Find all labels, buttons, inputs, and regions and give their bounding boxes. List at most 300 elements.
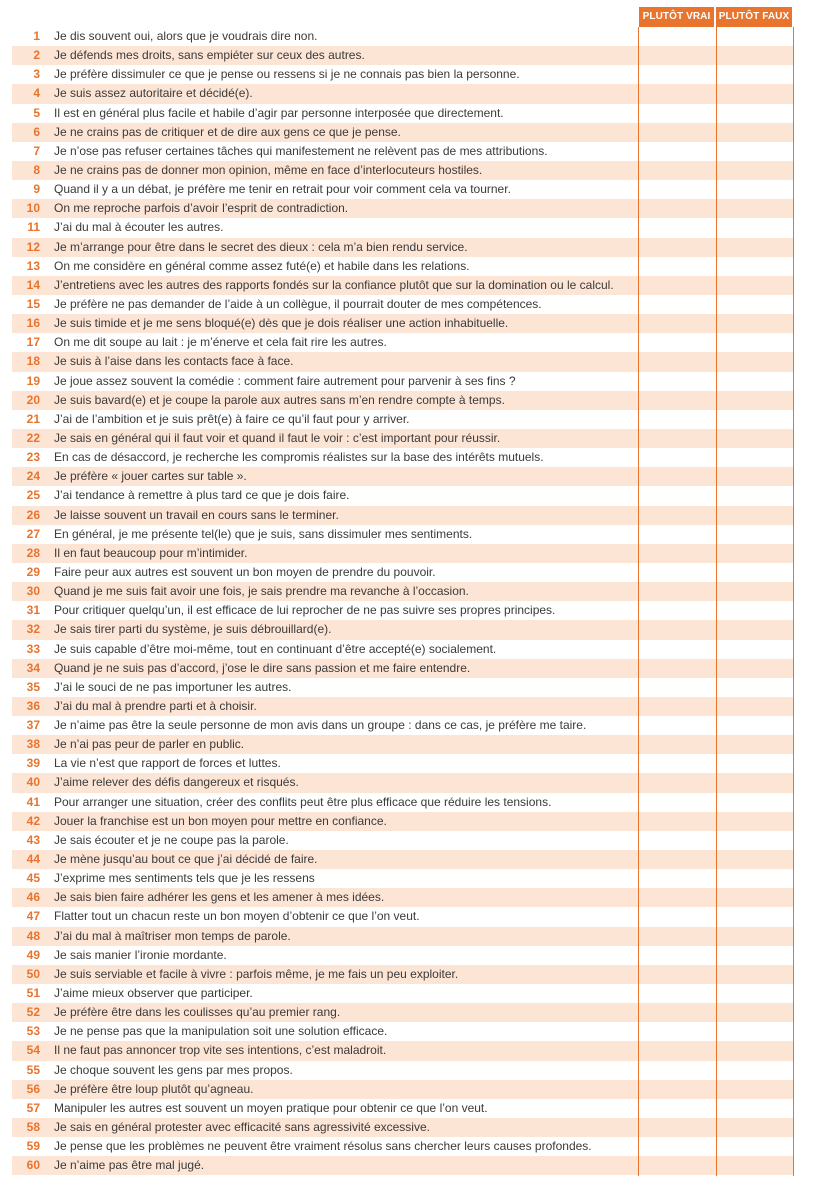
table-row: [12, 563, 794, 582]
table-row: [12, 410, 794, 429]
table-row: [12, 333, 794, 352]
item-number: 56: [26, 1081, 40, 1096]
answer-cell-plutot-vrai[interactable]: [639, 659, 715, 678]
item-number: 42: [26, 813, 40, 828]
item-number: 53: [26, 1024, 40, 1039]
answer-cell-plutot-faux[interactable]: [717, 869, 793, 888]
statement-text: Manipuler les autres est souvent un moyen pratique pour obtenir ce que l’on veut.: [54, 1100, 488, 1115]
answer-cell-plutot-faux[interactable]: [717, 793, 793, 812]
answer-cell-plutot-vrai[interactable]: [639, 601, 715, 620]
item-number: 48: [26, 928, 40, 943]
table-row: [12, 1003, 794, 1022]
column-divider-right: [793, 27, 794, 1176]
answer-cell-plutot-faux[interactable]: [717, 429, 793, 448]
answer-cell-plutot-faux[interactable]: [717, 563, 793, 582]
item-number: 16: [26, 316, 40, 331]
table-row: [12, 946, 794, 965]
item-number: 19: [26, 373, 40, 388]
statement-text: J’entretiens avec les autres des rapports fondés sur la confiance plutôt que sur la domination ou le calcul.: [54, 277, 614, 292]
statement-text: Je préfère être dans les coulisses qu’au premier rang.: [54, 1005, 341, 1020]
statement-text: J’ai du mal à prendre parti et à choisir.: [54, 698, 257, 713]
answer-cell-plutot-faux[interactable]: [717, 199, 793, 218]
answer-cell-plutot-faux[interactable]: [717, 754, 793, 773]
item-number: 49: [26, 947, 40, 962]
item-number: 26: [26, 507, 40, 522]
answer-cell-plutot-vrai[interactable]: [639, 927, 715, 946]
item-number: 23: [26, 450, 40, 465]
answer-cell-plutot-vrai[interactable]: [639, 793, 715, 812]
table-row: [12, 620, 794, 639]
answer-cell-plutot-vrai[interactable]: [639, 888, 715, 907]
answer-cell-plutot-faux[interactable]: [717, 620, 793, 639]
table-row: [12, 869, 794, 888]
answer-cell-plutot-faux[interactable]: [717, 46, 793, 65]
statement-text: Il est en général plus facile et habile d’agir par personne interposée que directement.: [54, 105, 504, 120]
table-row: [12, 448, 794, 467]
item-number: 17: [26, 335, 40, 350]
statement-text: Je n’ai pas peur de parler en public.: [54, 737, 245, 752]
statement-text: Je suis timide et je me sens bloqué(e) dès que je dois réaliser une action inhabituelle.: [54, 316, 509, 331]
answer-cell-plutot-faux[interactable]: [717, 1041, 793, 1060]
table-header: [12, 7, 794, 27]
table-row: [12, 678, 794, 697]
answer-cell-plutot-vrai[interactable]: [639, 563, 715, 582]
item-number: 47: [26, 909, 40, 924]
answer-cell-plutot-vrai[interactable]: [639, 716, 715, 735]
table-row: [12, 391, 794, 410]
table-row: [12, 65, 794, 84]
answer-cell-plutot-faux[interactable]: [717, 486, 793, 505]
statement-text: Je n’ose pas refuser certaines tâches qui manifestement ne relèvent pas de mes attributions.: [54, 143, 548, 158]
statement-text: Je sais bien faire adhérer les gens et les amener à mes idées.: [54, 890, 385, 905]
answer-cell-plutot-faux[interactable]: [717, 1099, 793, 1118]
item-number: 20: [26, 392, 40, 407]
answer-cell-plutot-vrai[interactable]: [639, 1061, 715, 1080]
answer-cell-plutot-vrai[interactable]: [639, 582, 715, 601]
statement-text: Je suis serviable et facile à vivre : parfois même, je me fais un peu exploiter.: [54, 966, 459, 981]
answer-cell-plutot-vrai[interactable]: [639, 429, 715, 448]
statement-text: Je suis à l’aise dans les contacts face à face.: [54, 354, 294, 369]
statement-text: Je sais en général protester avec efficacité sans agressivité excessive.: [54, 1120, 430, 1135]
item-number: 37: [26, 718, 40, 733]
answer-cell-plutot-faux[interactable]: [717, 123, 793, 142]
answer-cell-plutot-vrai[interactable]: [639, 218, 715, 237]
statement-text: On me dit soupe au lait : je m’énerve et cela fait rire les autres.: [54, 335, 387, 350]
answer-cell-plutot-vrai[interactable]: [639, 391, 715, 410]
item-number: 55: [26, 1062, 40, 1077]
answer-cell-plutot-vrai[interactable]: [639, 486, 715, 505]
statement-text: J’ai le souci de ne pas importuner les autres.: [54, 679, 292, 694]
answer-cell-plutot-faux[interactable]: [717, 678, 793, 697]
table-row: [12, 1061, 794, 1080]
answer-cell-plutot-vrai[interactable]: [639, 678, 715, 697]
answer-cell-plutot-vrai[interactable]: [639, 448, 715, 467]
item-number: 29: [26, 564, 40, 579]
statement-text: En cas de désaccord, je recherche les compromis réalistes sur la base des intérêts mutuels.: [54, 450, 544, 465]
answer-cell-plutot-faux[interactable]: [717, 352, 793, 371]
answer-cell-plutot-faux[interactable]: [717, 907, 793, 926]
item-number: 1: [33, 29, 40, 43]
answer-cell-plutot-vrai[interactable]: [639, 1118, 715, 1137]
answer-cell-plutot-vrai[interactable]: [639, 238, 715, 257]
table-row: [12, 907, 794, 926]
answer-cell-plutot-vrai[interactable]: [639, 1022, 715, 1041]
table-row: [12, 506, 794, 525]
answer-cell-plutot-faux[interactable]: [717, 525, 793, 544]
answer-cell-plutot-faux[interactable]: [717, 1118, 793, 1137]
answer-cell-plutot-vrai[interactable]: [639, 84, 715, 103]
answer-cell-plutot-faux[interactable]: [717, 1003, 793, 1022]
table-row: [12, 352, 794, 371]
item-number: 4: [33, 86, 40, 101]
answer-cell-plutot-vrai[interactable]: [639, 773, 715, 792]
answer-cell-plutot-vrai[interactable]: [639, 812, 715, 831]
table-row: [12, 276, 794, 295]
table-row: [12, 831, 794, 850]
statement-text: Je sais manier l’ironie mordante.: [54, 947, 227, 962]
answer-cell-plutot-faux[interactable]: [717, 333, 793, 352]
answer-cell-plutot-vrai[interactable]: [639, 946, 715, 965]
item-number: 3: [33, 67, 40, 82]
item-number: 38: [26, 737, 40, 752]
answer-cell-plutot-faux[interactable]: [717, 410, 793, 429]
answer-cell-plutot-vrai[interactable]: [639, 372, 715, 391]
answer-cell-plutot-faux[interactable]: [717, 27, 793, 46]
answer-cell-plutot-faux[interactable]: [717, 773, 793, 792]
answer-cell-plutot-vrai[interactable]: [639, 1080, 715, 1099]
answer-cell-plutot-vrai[interactable]: [639, 46, 715, 65]
statement-text: Il en faut beaucoup pour m’intimider.: [54, 545, 248, 560]
item-number: 43: [26, 832, 40, 847]
item-number: 11: [27, 220, 40, 235]
table-row: [12, 525, 794, 544]
table-row: [12, 984, 794, 1003]
answer-cell-plutot-faux[interactable]: [717, 372, 793, 391]
answer-cell-plutot-faux[interactable]: [717, 104, 793, 123]
statement-text: Je sais écouter et je ne coupe pas la parole.: [54, 832, 289, 847]
table-row: [12, 965, 794, 984]
answer-cell-plutot-vrai[interactable]: [639, 257, 715, 276]
table-row: [12, 927, 794, 946]
item-number: 18: [26, 354, 40, 369]
answer-cell-plutot-vrai[interactable]: [639, 314, 715, 333]
item-number: 45: [26, 871, 40, 886]
answer-cell-plutot-faux[interactable]: [717, 314, 793, 333]
answer-cell-plutot-faux[interactable]: [717, 1080, 793, 1099]
answer-cell-plutot-faux[interactable]: [717, 84, 793, 103]
answer-cell-plutot-faux[interactable]: [717, 582, 793, 601]
item-number: 21: [26, 411, 40, 426]
table-row: [12, 1137, 794, 1156]
answer-cell-plutot-faux[interactable]: [717, 506, 793, 525]
table-row: [12, 1080, 794, 1099]
answer-cell-plutot-vrai[interactable]: [639, 965, 715, 984]
answer-cell-plutot-vrai[interactable]: [639, 1099, 715, 1118]
answer-cell-plutot-vrai[interactable]: [639, 333, 715, 352]
table-row: [12, 314, 794, 333]
answer-cell-plutot-faux[interactable]: [717, 142, 793, 161]
answer-cell-plutot-faux[interactable]: [717, 735, 793, 754]
answer-cell-plutot-faux[interactable]: [717, 965, 793, 984]
answer-cell-plutot-faux[interactable]: [717, 946, 793, 965]
answer-cell-plutot-vrai[interactable]: [639, 65, 715, 84]
table-row: [12, 888, 794, 907]
answer-cell-plutot-vrai[interactable]: [639, 640, 715, 659]
answer-cell-plutot-faux[interactable]: [717, 467, 793, 486]
table-row: [12, 295, 794, 314]
item-number: 59: [26, 1139, 40, 1154]
item-number: 9: [33, 182, 40, 197]
table-row: [12, 1022, 794, 1041]
item-number: 40: [26, 775, 40, 790]
statement-text: Quand je ne suis pas d’accord, j’ose le dire sans passion et me faire entendre.: [54, 660, 471, 675]
item-number: 35: [26, 679, 40, 694]
item-number: 25: [26, 488, 40, 503]
table-row: [12, 582, 794, 601]
statement-text: Je ne pense pas que la manipulation soit une solution efficace.: [54, 1024, 388, 1039]
answer-cell-plutot-vrai[interactable]: [639, 27, 715, 46]
item-number: 57: [26, 1100, 40, 1115]
item-number: 15: [26, 296, 40, 311]
statement-text: Je sais en général qui il faut voir et quand il faut le voir : c’est important pour réussir.: [54, 430, 501, 445]
item-number: 27: [26, 526, 40, 541]
item-number: 12: [26, 239, 40, 254]
item-number: 14: [26, 277, 40, 292]
answer-cell-plutot-faux[interactable]: [717, 238, 793, 257]
table-row: [12, 640, 794, 659]
table-row: [12, 486, 794, 505]
table-row: [12, 1099, 794, 1118]
item-number: 5: [33, 105, 40, 120]
answer-cell-plutot-vrai[interactable]: [639, 142, 715, 161]
answer-cell-plutot-faux[interactable]: [717, 812, 793, 831]
statement-text: Je m’arrange pour être dans le secret des dieux : cela m’a bien rendu service.: [54, 239, 468, 254]
item-number: 2: [33, 48, 40, 63]
item-number: 7: [33, 143, 40, 158]
answer-cell-plutot-vrai[interactable]: [639, 352, 715, 371]
item-number: 8: [33, 162, 40, 177]
answer-cell-plutot-faux[interactable]: [717, 1156, 793, 1175]
answer-cell-plutot-vrai[interactable]: [639, 410, 715, 429]
statement-text: Je suis capable d’être moi-même, tout en continuant d’être accepté(e) socialement.: [54, 641, 497, 656]
item-number: 39: [26, 756, 40, 771]
answer-cell-plutot-vrai[interactable]: [639, 735, 715, 754]
answer-cell-plutot-faux[interactable]: [717, 295, 793, 314]
table-row: [12, 754, 794, 773]
answer-cell-plutot-vrai[interactable]: [639, 295, 715, 314]
item-number: 28: [26, 545, 40, 560]
item-number: 30: [26, 584, 40, 599]
answer-cell-plutot-vrai[interactable]: [639, 984, 715, 1003]
answer-cell-plutot-faux[interactable]: [717, 65, 793, 84]
answer-cell-plutot-faux[interactable]: [717, 276, 793, 295]
answer-cell-plutot-faux[interactable]: [717, 257, 793, 276]
answer-cell-plutot-faux[interactable]: [717, 716, 793, 735]
statement-text: Je pense que les problèmes ne peuvent être vraiment résolus sans chercher leurs causes profondes.: [54, 1139, 592, 1154]
statement-text: Jouer la franchise est un bon moyen pour mettre en confiance.: [54, 813, 387, 828]
statement-text: Je dis souvent oui, alors que je voudrais dire non.: [54, 29, 318, 43]
statement-text: Je préfère être loup plutôt qu’agneau.: [54, 1081, 254, 1096]
statement-text: Je suis assez autoritaire et décidé(e).: [54, 86, 253, 101]
answer-cell-plutot-vrai[interactable]: [639, 1156, 715, 1175]
answer-cell-plutot-vrai[interactable]: [639, 1137, 715, 1156]
answer-cell-plutot-vrai[interactable]: [639, 869, 715, 888]
answer-cell-plutot-vrai[interactable]: [639, 525, 715, 544]
statement-text: Je ne crains pas de donner mon opinion, même en face d’interlocuteurs hostiles.: [54, 162, 483, 177]
statement-text: La vie n’est que rapport de forces et luttes.: [54, 756, 281, 771]
answer-cell-plutot-vrai[interactable]: [639, 620, 715, 639]
table-row: [12, 180, 794, 199]
table-row: [12, 812, 794, 831]
statement-text: Je joue assez souvent la comédie : comment faire autrement pour parvenir à ses fins ?: [54, 373, 516, 388]
statement-text: Je préfère ne pas demander de l’aide à un collègue, il pourrait douter de mes compétences.: [54, 296, 542, 311]
answer-cell-plutot-vrai[interactable]: [639, 544, 715, 563]
table-row: [12, 238, 794, 257]
statement-text: Il ne faut pas annoncer trop vite ses intentions, c’est maladroit.: [54, 1043, 387, 1058]
answer-cell-plutot-vrai[interactable]: [639, 697, 715, 716]
item-number: 60: [26, 1158, 40, 1173]
questionnaire-table: [12, 7, 794, 1175]
table-row: [12, 199, 794, 218]
statement-text: Faire peur aux autres est souvent un bon moyen de prendre du pouvoir.: [54, 564, 436, 579]
table-row: [12, 544, 794, 563]
statement-text: Je sais tirer parti du système, je suis débrouillard(e).: [54, 622, 332, 637]
statement-text: J’aime mieux observer que participer.: [54, 986, 253, 1001]
table-row: [12, 104, 794, 123]
answer-cell-plutot-vrai[interactable]: [639, 276, 715, 295]
answer-cell-plutot-vrai[interactable]: [639, 907, 715, 926]
answer-cell-plutot-faux[interactable]: [717, 927, 793, 946]
column-header-plutot-faux: PLUTÔT FAUX: [716, 7, 792, 27]
answer-cell-plutot-faux[interactable]: [717, 984, 793, 1003]
statement-text: J’ai du mal à maîtriser mon temps de parole.: [54, 928, 291, 943]
answer-cell-plutot-vrai[interactable]: [639, 754, 715, 773]
answer-cell-plutot-faux[interactable]: [717, 659, 793, 678]
statement-text: Je préfère dissimuler ce que je pense ou ressens si je ne connais pas bien la personne.: [54, 67, 520, 82]
item-number: 54: [26, 1043, 40, 1058]
statement-text: Je choque souvent les gens par mes propos.: [54, 1062, 293, 1077]
answer-cell-plutot-faux[interactable]: [717, 218, 793, 237]
statement-text: Pour critiquer quelqu’un, il est efficace de lui reprocher de ne pas suivre ses propres principes.: [54, 603, 556, 618]
item-number: 31: [26, 603, 40, 618]
statement-text: J’aime relever des défis dangereux et risqués.: [54, 775, 299, 790]
table-row: [12, 46, 794, 65]
item-number: 34: [26, 660, 40, 675]
answer-cell-plutot-faux[interactable]: [717, 831, 793, 850]
answer-cell-plutot-vrai[interactable]: [639, 104, 715, 123]
item-number: 13: [26, 258, 40, 273]
item-number: 22: [26, 430, 40, 445]
table-row: [12, 773, 794, 792]
item-number: 44: [26, 852, 40, 867]
statement-text: J’ai tendance à remettre à plus tard ce que je dois faire.: [54, 488, 350, 503]
answer-cell-plutot-vrai[interactable]: [639, 199, 715, 218]
table-row: [12, 697, 794, 716]
statement-text: Je mène jusqu’au bout ce que j’ai décidé de faire.: [54, 852, 318, 867]
item-number: 32: [26, 622, 40, 637]
table-row: [12, 601, 794, 620]
answer-cell-plutot-vrai[interactable]: [639, 467, 715, 486]
column-divider-left: [638, 27, 639, 1176]
answer-cell-plutot-faux[interactable]: [717, 640, 793, 659]
answer-cell-plutot-faux[interactable]: [717, 850, 793, 869]
answer-cell-plutot-faux[interactable]: [717, 448, 793, 467]
table-row: [12, 84, 794, 103]
item-number: 58: [26, 1120, 40, 1135]
statement-text: Je n’aime pas être mal jugé.: [54, 1158, 205, 1173]
statement-text: Je n’aime pas être la seule personne de mon avis dans un groupe : dans ce cas, je préfère me taire.: [54, 718, 587, 733]
statement-text: Je suis bavard(e) et je coupe la parole aux autres sans m’en rendre compte à temps.: [54, 392, 505, 407]
table-row: [12, 1041, 794, 1060]
answer-cell-plutot-faux[interactable]: [717, 180, 793, 199]
answer-cell-plutot-faux[interactable]: [717, 391, 793, 410]
statement-text: Je ne crains pas de critiquer et de dire aux gens ce que je pense.: [54, 124, 401, 139]
statement-text: Je laisse souvent un travail en cours sans le terminer.: [54, 507, 339, 522]
column-divider-middle: [716, 27, 717, 1176]
item-number: 10: [26, 201, 40, 216]
answer-cell-plutot-faux[interactable]: [717, 888, 793, 907]
statement-text: Quand je me suis fait avoir une fois, je sais prendre ma revanche à l’occasion.: [54, 584, 469, 599]
item-number: 46: [26, 890, 40, 905]
column-header-plutot-vrai: PLUTÔT VRAI: [639, 7, 715, 27]
statement-text: Quand il y a un débat, je préfère me tenir en retrait pour voir comment cela va tourner.: [54, 182, 511, 197]
item-number: 51: [26, 986, 40, 1001]
answer-cell-plutot-vrai[interactable]: [639, 850, 715, 869]
statement-text: Je défends mes droits, sans empiéter sur ceux des autres.: [54, 48, 365, 63]
answer-cell-plutot-faux[interactable]: [717, 161, 793, 180]
item-number: 33: [26, 641, 40, 656]
answer-cell-plutot-vrai[interactable]: [639, 1041, 715, 1060]
table-row: [12, 429, 794, 448]
table-row: [12, 27, 794, 46]
statement-text: J’exprime mes sentiments tels que je les ressens: [54, 871, 315, 886]
answer-cell-plutot-faux[interactable]: [717, 697, 793, 716]
statement-text: En général, je me présente tel(le) que je suis, sans dissimuler mes sentiments.: [54, 526, 473, 541]
table-row: [12, 735, 794, 754]
answer-cell-plutot-vrai[interactable]: [639, 123, 715, 142]
table-row: [12, 372, 794, 391]
item-number: 36: [26, 698, 40, 713]
answer-cell-plutot-vrai[interactable]: [639, 506, 715, 525]
item-number: 24: [26, 469, 40, 484]
table-row: [12, 716, 794, 735]
table-row: [12, 161, 794, 180]
table-row: [12, 142, 794, 161]
answer-cell-plutot-faux[interactable]: [717, 1022, 793, 1041]
item-number: 6: [33, 124, 40, 139]
answer-cell-plutot-faux[interactable]: [717, 1137, 793, 1156]
item-number: 52: [26, 1005, 40, 1020]
table-row: [12, 793, 794, 812]
statement-text: J’ai de l’ambition et je suis prêt(e) à faire ce qu’il faut pour y arriver.: [54, 411, 410, 426]
answer-cell-plutot-vrai[interactable]: [639, 161, 715, 180]
answer-cell-plutot-vrai[interactable]: [639, 180, 715, 199]
table-row: [12, 659, 794, 678]
table-row: [12, 123, 794, 142]
answer-cell-plutot-vrai[interactable]: [639, 1003, 715, 1022]
answer-cell-plutot-faux[interactable]: [717, 1061, 793, 1080]
item-number: 41: [26, 794, 40, 809]
table-row: [12, 850, 794, 869]
statement-text: Flatter tout un chacun reste un bon moyen d’obtenir ce que l’on veut.: [54, 909, 420, 924]
table-row: [12, 1118, 794, 1137]
statement-text: Je préfère « jouer cartes sur table ».: [54, 469, 247, 484]
statement-list: [12, 27, 794, 1175]
answer-cell-plutot-faux[interactable]: [717, 601, 793, 620]
answer-cell-plutot-vrai[interactable]: [639, 831, 715, 850]
statement-text: J’ai du mal à écouter les autres.: [54, 220, 224, 235]
answer-cell-plutot-faux[interactable]: [717, 544, 793, 563]
